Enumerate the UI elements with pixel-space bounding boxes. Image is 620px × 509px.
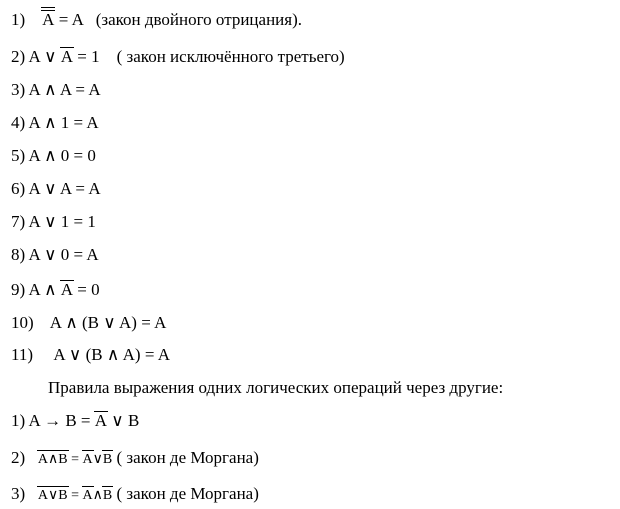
- negated-expression: A∨B: [38, 486, 68, 506]
- law-text: A ∨ (B ∧ A) = A: [53, 345, 170, 364]
- law-text: = 1 ( закон исключённого третьего): [73, 47, 345, 66]
- negated-b: B: [103, 486, 112, 506]
- rule-implication: [11, 411, 139, 431]
- law-text: A ∨ A = A: [25, 179, 101, 198]
- law-3: [11, 80, 101, 100]
- law-text: A ∨: [25, 47, 61, 66]
- law-text: A ∧ A = A: [25, 80, 101, 99]
- law-text: = A (закон двойного отрицания).: [54, 10, 302, 29]
- operator: ∨: [92, 452, 103, 467]
- item-number: 1): [11, 10, 26, 29]
- law-note: ( закон де Моргана): [112, 448, 259, 467]
- negated-a: A: [83, 486, 93, 506]
- operator: ∧: [92, 488, 103, 503]
- negated-a: A: [83, 450, 93, 470]
- law-7: [11, 212, 96, 232]
- law-4: [11, 113, 99, 133]
- law-text: A ∧ (B ∨ A) = A: [49, 313, 167, 332]
- item-number: 10): [11, 313, 34, 332]
- law-text: = 0: [73, 280, 100, 299]
- rule-de-morgan-2: [11, 484, 259, 506]
- item-number: 9): [11, 280, 26, 299]
- item-number: 2): [11, 448, 26, 467]
- negated-expression: A∧B: [38, 450, 68, 470]
- law-absorption-2: [11, 345, 170, 365]
- negated-a: A: [60, 280, 74, 299]
- law-double-negation: [11, 10, 302, 30]
- rule-de-morgan-1: [11, 448, 259, 470]
- item-number: 6): [11, 179, 26, 198]
- equals-sign: =: [67, 488, 83, 503]
- law-5: [11, 146, 96, 166]
- section-heading: Правила выражения одних логических операций через другие:: [48, 378, 504, 397]
- item-number: 3): [11, 80, 26, 99]
- law-excluded-middle: [11, 47, 345, 67]
- law-text: A ∨ 1 = 1: [25, 212, 96, 231]
- item-number: 7): [11, 212, 26, 231]
- equals-sign: =: [67, 452, 83, 467]
- law-note: ( закон де Моргана): [112, 484, 259, 503]
- negated-a: A: [60, 47, 74, 66]
- law-text: A ∧ 0 = 0: [25, 146, 96, 165]
- law-text: A ∨ 0 = A: [25, 245, 99, 264]
- law-6: [11, 179, 101, 199]
- law-9: [11, 280, 100, 300]
- law-absorption-1: [11, 313, 166, 333]
- item-number: 4): [11, 113, 26, 132]
- item-number: 2): [11, 47, 26, 66]
- negated-b: B: [103, 450, 112, 470]
- negated-a: A: [94, 411, 108, 430]
- item-number: 1): [11, 411, 26, 430]
- item-number: 5): [11, 146, 26, 165]
- law-text: A ∧ 1 = A: [25, 113, 99, 132]
- law-8: [11, 245, 99, 265]
- law-text: A ∧: [25, 280, 61, 299]
- item-number: 11): [11, 345, 34, 364]
- item-number: 3): [11, 484, 26, 503]
- item-number: 8): [11, 245, 26, 264]
- negated-a: A: [42, 10, 55, 29]
- rule-text: ∨ B: [107, 411, 140, 430]
- rule-text: A → B =: [25, 411, 95, 430]
